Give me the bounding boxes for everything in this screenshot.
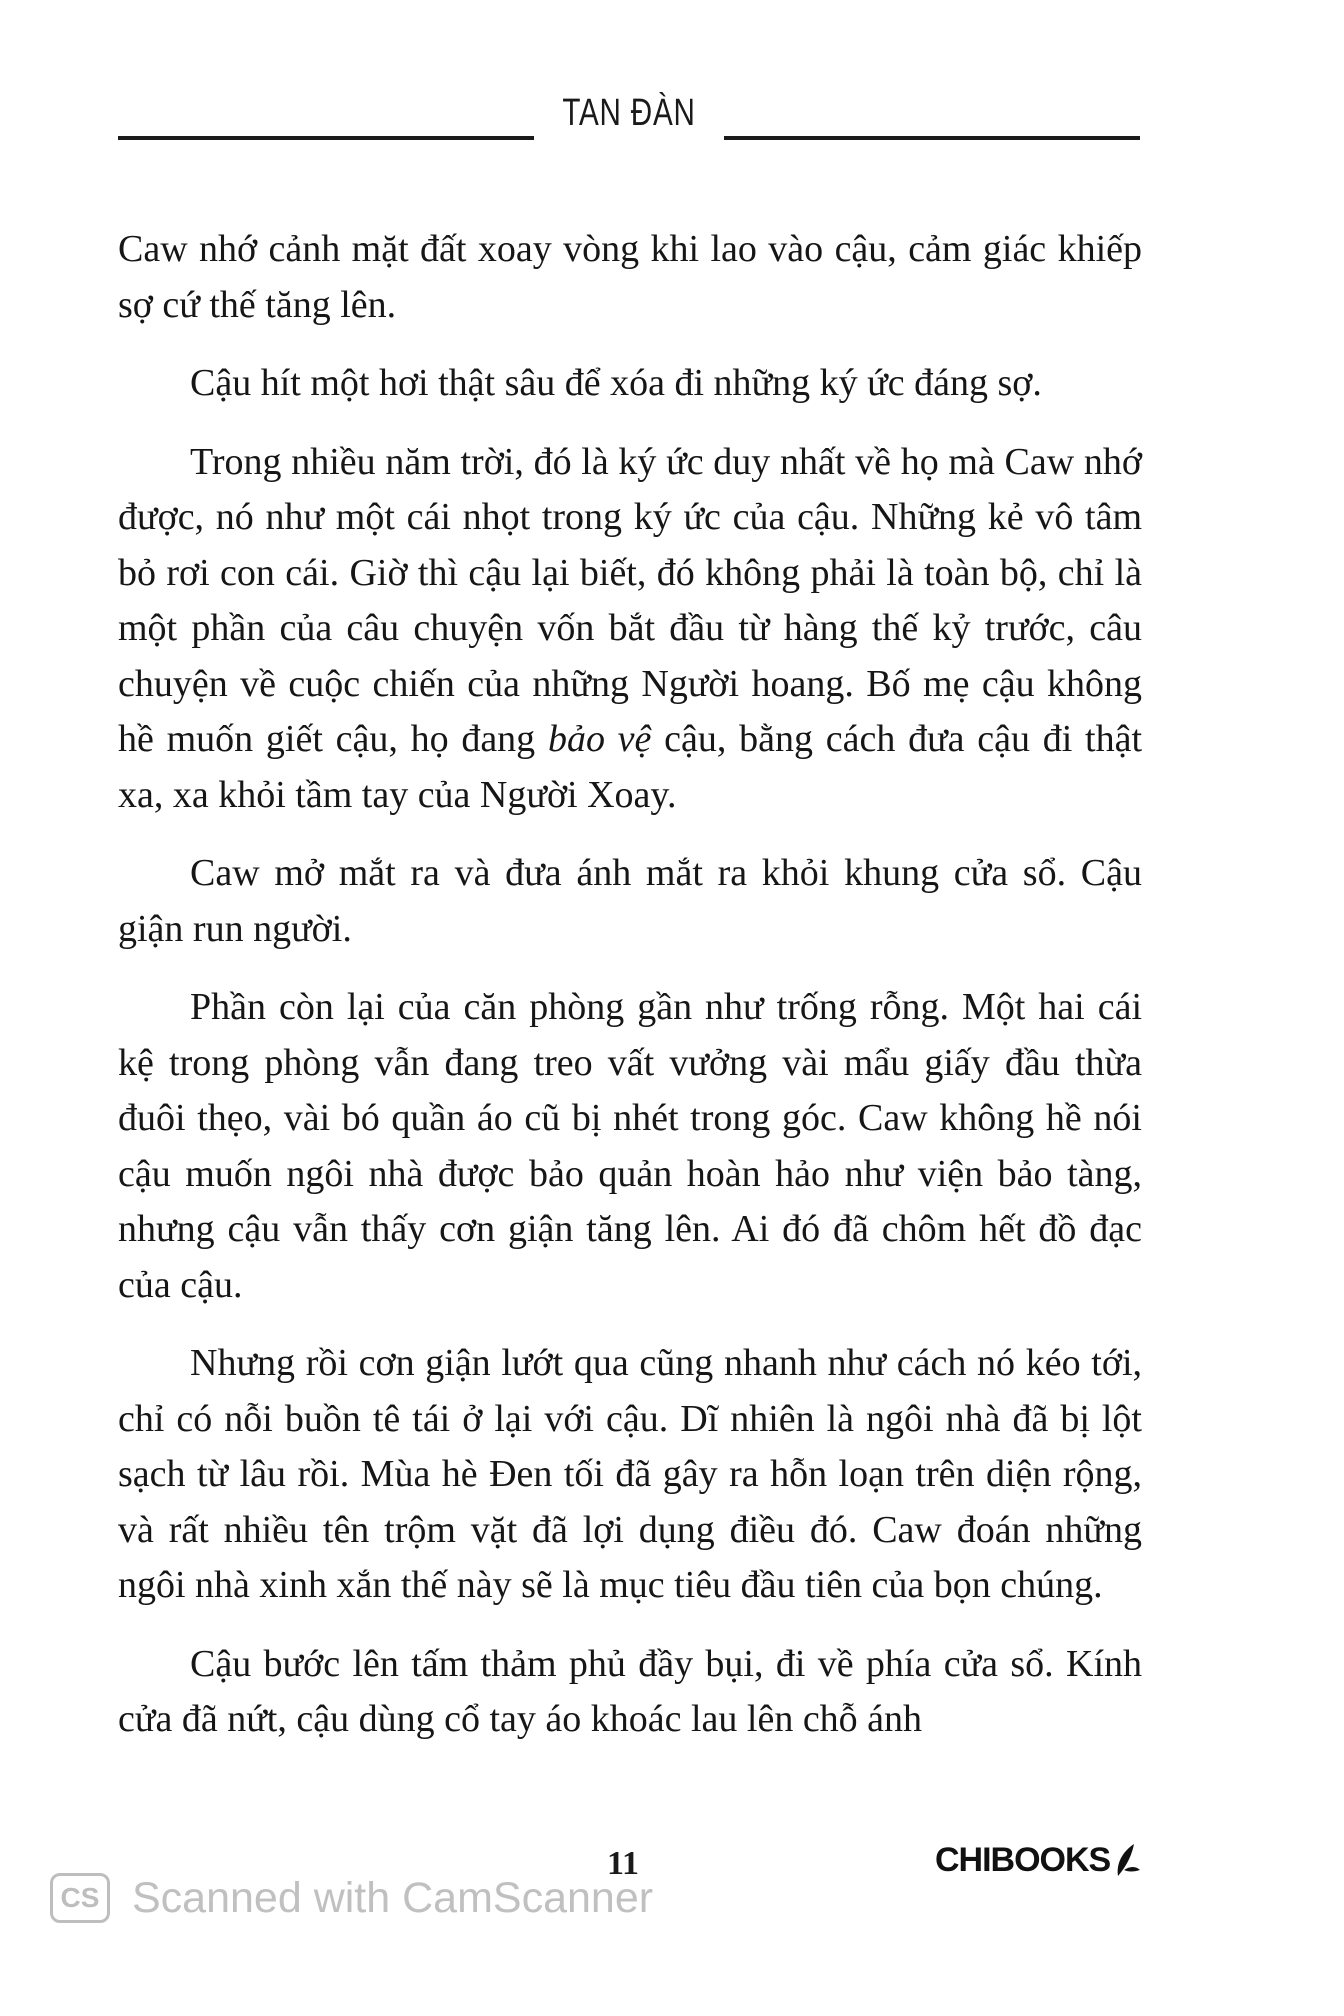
paragraph-text: Cậu bước lên tấm thảm phủ đầy bụi, đi về phía cửa sổ. Kính cửa đã nứt, cậu dùng cổ tay áo khoác lau lên chỗ ánh xyxy=(118,1642,1142,1740)
publisher-name: CHIBOOKS xyxy=(935,1840,1111,1879)
paragraph xyxy=(118,356,1142,412)
header-title: TAN ĐÀN xyxy=(562,92,696,134)
page-number: 11 xyxy=(606,1845,640,1882)
paragraph xyxy=(118,435,1142,824)
paragraph-text: Phần còn lại của căn phòng gần như trống rỗng. Một hai cái kệ trong phòng vẫn đang treo vất vưởng vài mẩu giấy đầu thừa đuôi thẹo, vài bó quần áo cũ bị nhét trong góc. Caw không hề nói cậu muốn ngôi nhà được bảo quản hoàn hảo như viện bảo tàng, nhưng cậu vẫn thấy cơn giận tăng lên. Ai đó đã chôm hết đồ đạc của cậu. xyxy=(118,986,1142,1306)
leaf-logo-icon xyxy=(1112,1840,1142,1880)
paragraph-text: Caw mở mắt ra và đưa ánh mắt ra khỏi khung cửa sổ. Cậu giận run người. xyxy=(118,852,1142,950)
emphasis-text: bảo vệ xyxy=(547,718,652,760)
paragraph xyxy=(118,980,1142,1313)
header-rule-right xyxy=(724,136,1140,140)
paragraph xyxy=(118,1637,1142,1748)
paragraph xyxy=(118,846,1142,957)
paragraph-text: Nhưng rồi cơn giận lướt qua cũng nhanh như cách nó kéo tới, chỉ có nỗi buồn tê tái ở lại với cậu. Dĩ nhiên là ngôi nhà đã bị lột sạch từ lâu rồi. Mùa hè Đen tối đã gây ra hỗn loạn trên diện rộng, và rất nhiều tên trộm vặt đã lợi dụng điều đó. Caw đoán những ngôi nhà xinh xắn thế này sẽ là mục tiêu đầu tiên của bọn chúng. xyxy=(118,1342,1142,1606)
watermark-text: Scanned with CamScanner xyxy=(132,1873,654,1922)
body-text xyxy=(118,222,1142,1771)
paragraph-text: Trong nhiều năm trời, đó là ký ức duy nhất về họ mà Caw nhớ được, nó như một cái nhọt trong ký ức của cậu. Những kẻ vô tâm bỏ rơi con cái. Giờ thì cậu lại biết, đó không phải là toàn bộ, chỉ là một phần của câu chuyện vốn bắt đầu từ hàng thế kỷ trước, câu chuyện về cuộc chiến của những Người hoang. Bố mẹ cậu không hề muốn giết cậu, họ đang xyxy=(118,440,1142,760)
header-rule-left xyxy=(118,136,534,140)
paragraph-text: Caw nhớ cảnh mặt đất xoay vòng khi lao vào cậu, cảm giác khiếp sợ cứ thế tăng lên. xyxy=(118,228,1142,326)
publisher-logo xyxy=(935,1838,1142,1882)
paragraph xyxy=(118,222,1142,333)
running-header xyxy=(118,92,1140,152)
paragraph-text: Cậu hít một hơi thật sâu để xóa đi những ký ức đáng sợ. xyxy=(190,362,1042,404)
camscanner-icon: CS xyxy=(50,1873,110,1923)
camscanner-watermark xyxy=(50,1866,653,1930)
paragraph-text: cậu, bằng cách đưa cậu đi thật xa, xa khỏi tầm tay của Người Xoay. xyxy=(118,718,1143,816)
paragraph xyxy=(118,1336,1142,1614)
